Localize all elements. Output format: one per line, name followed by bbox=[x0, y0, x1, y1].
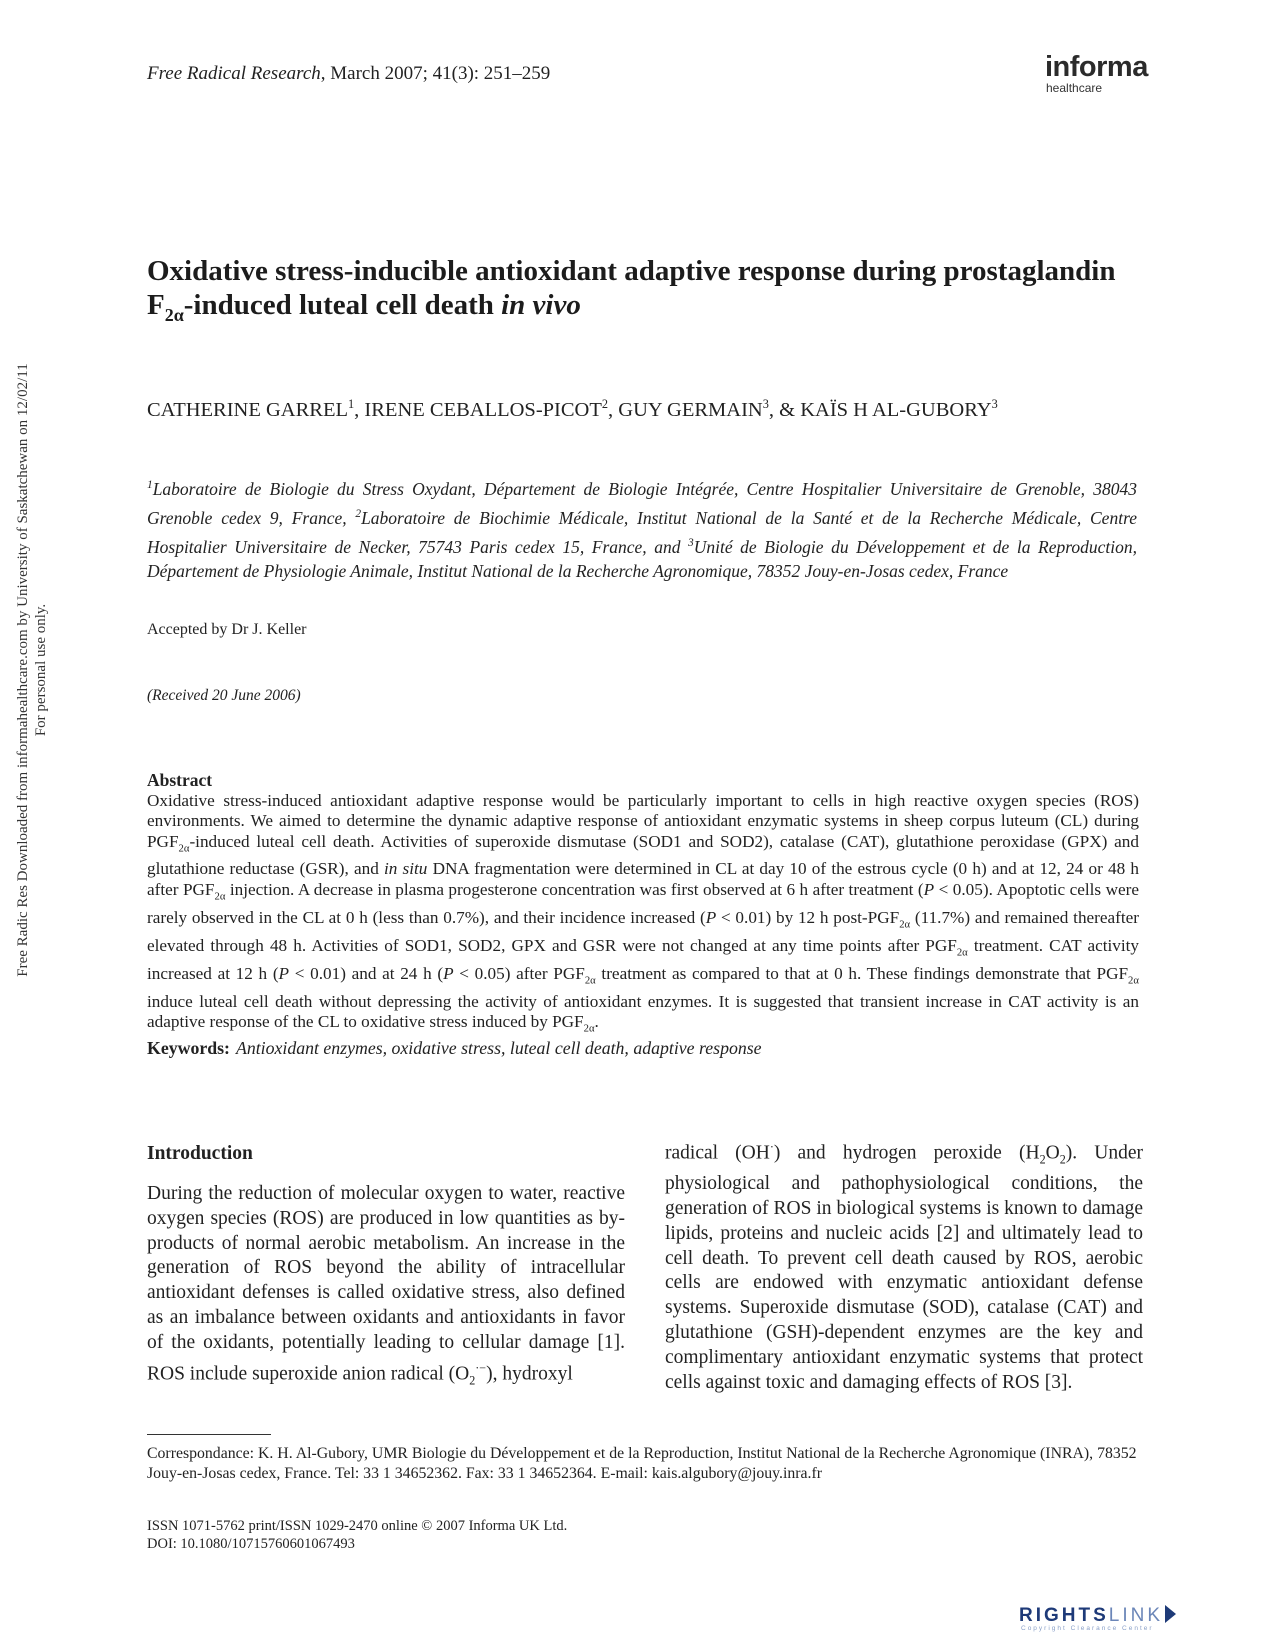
received-date: (Received 20 June 2006) bbox=[147, 687, 301, 704]
introduction-heading: Introduction bbox=[147, 1143, 253, 1164]
abstract-sub: 2α bbox=[178, 842, 190, 854]
hydroxyl-sup: · bbox=[769, 1140, 774, 1154]
superoxide-sub: 2 bbox=[469, 1372, 476, 1387]
intro-text: ), hydroxyl bbox=[486, 1363, 573, 1385]
journal-issue: , March 2007; 41(3): 251–259 bbox=[320, 63, 551, 84]
keywords bbox=[147, 1038, 762, 1059]
abstract-italic: in situ bbox=[383, 859, 428, 879]
abstract-sub: 2α bbox=[584, 975, 596, 987]
doi-line: DOI: 10.1080/10715760601067493 bbox=[147, 1536, 355, 1552]
abstract-text: -induced luteal cell death. Activities of superoxide dismutase (SOD1 and SOD2), catalase (CAT), glutathione peroxidase (GPX) and glutathione reductase (GSR), and bbox=[147, 831, 1139, 879]
keywords-label: Keywords: bbox=[147, 1038, 230, 1058]
title-italic: in vivo bbox=[501, 289, 581, 321]
abstract-text: DNA fragmentation were determined in CL at day 10 of the estrous cycle (0 h) and at 12, 24 or 48 h after PGF bbox=[147, 859, 1139, 899]
abstract-text: induce luteal cell death without depressing the activity of antioxidant enzymes. It is suggested that transient increase in CAT activity is an adaptive response of the CL to oxidative stress induced by PGF bbox=[147, 991, 1139, 1032]
abstract-text: treatment. CAT activity increased at 12 h ( bbox=[147, 935, 1139, 983]
abstract-text: . bbox=[594, 1012, 599, 1032]
affil-2: Laboratoire de Biochimie Médicale, Institut National de la Santé et de la Recherche Médicale, Centre Hospitalier Universitaire de Necker, 75743 Paris cedex 15, France, and bbox=[147, 507, 1137, 557]
rightslink-wordmark bbox=[1019, 1605, 1176, 1625]
affil-1: Laboratoire de Biologie du Stress Oxydant, Département de Biologie Intégrée, Centre Hospitalier Universitaire de Grenoble, 38043 Grenoble cedex 9, France, bbox=[147, 478, 1137, 528]
h2o2-sub: 2 bbox=[1039, 1152, 1046, 1167]
author-list bbox=[147, 390, 1127, 424]
download-notice bbox=[14, 170, 50, 1170]
author-3: , GUY GERMAIN bbox=[608, 398, 763, 421]
footnote-divider bbox=[147, 1434, 271, 1435]
abstract-p-value: P bbox=[923, 879, 935, 899]
abstract bbox=[147, 770, 1139, 1040]
abstract-text: < 0.01) by 12 h post-PGF bbox=[716, 907, 900, 927]
affil-2-mark: 2 bbox=[355, 507, 362, 520]
abstract-sub: 2α bbox=[1128, 975, 1139, 987]
rightslink-subtitle: Copyright Clearance Center bbox=[1021, 1625, 1154, 1632]
author-2: , IRENE CEBALLOS-PICOT bbox=[354, 398, 602, 421]
logo-subtitle: healthcare bbox=[1046, 81, 1103, 95]
title-subscript: 2α bbox=[164, 304, 184, 325]
download-notice-line1: Free Radic Res Downloaded from informahealthcare.com by University of Saskatchewan on 12/02/11 bbox=[15, 363, 31, 977]
abstract-text: < 0.05) after PGF bbox=[453, 963, 585, 983]
title-text: Oxidative stress-inducible antioxidant adaptive response during prostaglandin F bbox=[147, 255, 1116, 321]
rightslink-text: RIGHTS bbox=[1019, 1605, 1109, 1626]
h2o2-sub: 2 bbox=[1059, 1152, 1066, 1167]
keywords-values: Antioxidant enzymes, oxidative stress, luteal cell death, adaptive response bbox=[235, 1038, 762, 1058]
rightslink-text-2: LINK bbox=[1108, 1605, 1164, 1626]
abstract-heading: Abstract bbox=[147, 770, 213, 790]
affil-3-mark: 3 bbox=[688, 536, 694, 549]
rightslink-logo[interactable] bbox=[1019, 1605, 1176, 1633]
logo-wordmark: informa bbox=[1045, 51, 1148, 83]
abstract-p-value: P bbox=[278, 963, 290, 983]
affil-1-mark: 1 bbox=[147, 479, 153, 491]
abstract-sub: 2α bbox=[956, 947, 968, 959]
author-1: CATHERINE GARREL bbox=[147, 398, 349, 421]
affiliations bbox=[147, 473, 1137, 584]
superoxide-sup: ·− bbox=[475, 1360, 487, 1375]
abstract-sub: 2α bbox=[899, 919, 911, 931]
issn-line: ISSN 1071-5762 print/ISSN 1029-2470 online © 2007 Informa UK Ltd. bbox=[147, 1518, 568, 1534]
intro-text: ) and hydrogen peroxide (H bbox=[773, 1142, 1040, 1164]
journal-citation bbox=[147, 63, 550, 85]
abstract-text: treatment as compared to that at 0 h. These findings demonstrate that PGF bbox=[595, 963, 1129, 983]
author-3-affil: 3 bbox=[762, 397, 769, 411]
abstract-text: (11.7%) and remained thereafter elevated through 48 h. Activities of SOD1, SOD2, GPX and GSR were not changed at any time points after PGF bbox=[147, 907, 1140, 955]
play-arrow-icon bbox=[1165, 1605, 1176, 1623]
title-text-2: -induced luteal cell death bbox=[183, 289, 502, 321]
abstract-sub: 2α bbox=[214, 891, 226, 903]
download-notice-line2: For personal use only. bbox=[33, 603, 49, 737]
abstract-text: injection. A decrease in plasma progesterone concentration was first observed at 6 h after treatment ( bbox=[225, 879, 924, 899]
abstract-sub: 2α bbox=[583, 1023, 595, 1035]
intro-column-1 bbox=[147, 1182, 625, 1393]
abstract-p-value: P bbox=[443, 963, 454, 983]
intro-text: ). Under physiological and pathophysiological conditions, the generation of ROS in biological systems is known to damage lipids, proteins and nucleic acids [2] and ultimately lead to cell death. To prevent cell death caused by ROS, aerobic cells are endowed with enzymatic antioxidant defense systems. Superoxide dismutase (SOD), catalase (CAT) and glutathione (GSH)-dependent enzymes are the key and complimentary antioxidant enzymatic systems that protect cells against toxic and damaging effects of ROS [3]. bbox=[665, 1142, 1143, 1393]
intro-text: During the reduction of molecular oxygen to water, reactive oxygen species (ROS) are produced in low quantities as by-products of normal aerobic metabolism. An increase in the generation of ROS beyond the ability of intracellular antioxidant defenses is called oxidative stress, also defined as an imbalance between oxidants and antioxidants in favor of the oxidants, potentially leading to cellular damage [1]. ROS include superoxide anion radical (O bbox=[147, 1183, 625, 1385]
intro-text: radical (OH bbox=[665, 1142, 770, 1164]
abstract-text: < 0.05). Apoptotic cells were rarely observed in the CL at 0 h (less than 0.7%), and their incidence increased ( bbox=[147, 879, 1139, 927]
affil-3: Unité de Biologie du Développement et de la Reproduction, Département de Physiologie Animale, Institut National de la Recherche Agronomique, 78352 Jouy-en-Josas cedex, France bbox=[147, 536, 1137, 582]
author-2-affil: 2 bbox=[601, 397, 609, 411]
correspondence-note: Correspondance: K. H. Al-Gubory, UMR Biologie du Développement et de la Reproduction, Institut National de la Recherche Agronomique (INRA), 78352 Jouy-en-Josas cedex, France. Tel: 33 1 34652362. Fax: 33 1 34652364. E-mail: kais.algubory@jouy.inra.fr bbox=[147, 1445, 1137, 1482]
accepted-by: Accepted by Dr J. Keller bbox=[147, 621, 307, 638]
author-4-affil: 3 bbox=[991, 397, 998, 411]
intro-text: O bbox=[1045, 1142, 1060, 1164]
article-title bbox=[147, 254, 1127, 332]
author-4: , & KAÏS H AL-GUBORY bbox=[768, 398, 992, 421]
author-1-affil: 1 bbox=[348, 397, 355, 411]
publisher-logo bbox=[1045, 52, 1148, 94]
abstract-p-value: P bbox=[705, 907, 717, 927]
abstract-text: < 0.01) and at 24 h ( bbox=[289, 963, 444, 983]
issn-block bbox=[147, 1517, 567, 1553]
intro-column-2 bbox=[665, 1135, 1143, 1395]
abstract-text: Oxidative stress-induced antioxidant adaptive response would be particularly important to cells in high reactive oxygen species (ROS) environments. We aimed to determine the dynamic adaptive response of antioxidant enzymatic systems in sheep corpus luteum (CL) during PGF bbox=[147, 790, 1139, 851]
journal-name: Free Radical Research bbox=[147, 63, 321, 84]
